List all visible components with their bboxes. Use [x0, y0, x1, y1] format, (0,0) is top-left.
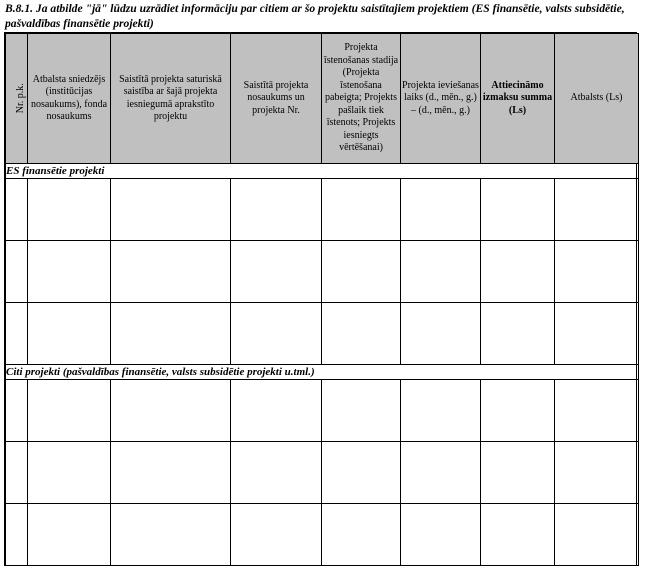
- col-header-eligible-costs: Attiecināmo izmaksu summa (Ls): [481, 34, 555, 164]
- table-cell[interactable]: [322, 504, 401, 566]
- table-cell[interactable]: [231, 380, 322, 442]
- col-header-support-provider: Atbalsta sniedzējs (institūcijas nosaukums), fonda nosaukums: [28, 34, 111, 164]
- table-cell[interactable]: [111, 442, 231, 504]
- table-cell[interactable]: [555, 303, 639, 365]
- col-header-support: Atbalsts (Ls): [555, 34, 639, 164]
- section-heading: B.8.1. Ja atbilde "jā" lūdzu uzrādiet informāciju par citiem ar šo projektu saistītajiem projektiem (ES finansētie, valsts subsidētie, pašvaldības finansētie projekti): [5, 2, 625, 30]
- table-cell[interactable]: [28, 442, 111, 504]
- table-cell[interactable]: [322, 380, 401, 442]
- table-row[interactable]: [6, 241, 639, 303]
- section-row-other-projects: [6, 365, 639, 380]
- table-cell[interactable]: [231, 504, 322, 566]
- table-cell[interactable]: [6, 303, 28, 365]
- table-cell[interactable]: [401, 303, 481, 365]
- table-cell[interactable]: [322, 303, 401, 365]
- table-cell[interactable]: [401, 241, 481, 303]
- header-row: [6, 34, 639, 164]
- table-cell[interactable]: [555, 179, 639, 241]
- table-cell[interactable]: [401, 380, 481, 442]
- table-cell[interactable]: [555, 442, 639, 504]
- table-cell[interactable]: [111, 303, 231, 365]
- table-cell[interactable]: [111, 504, 231, 566]
- table-cell[interactable]: [28, 380, 111, 442]
- section-row-eu-funded: [6, 164, 639, 179]
- table-cell[interactable]: [231, 241, 322, 303]
- table-cell[interactable]: [481, 179, 555, 241]
- table-cell[interactable]: [481, 241, 555, 303]
- related-projects-form: [4, 32, 637, 566]
- table-row[interactable]: [6, 380, 639, 442]
- table-cell[interactable]: [111, 179, 231, 241]
- table-cell[interactable]: [28, 504, 111, 566]
- table-cell[interactable]: [481, 303, 555, 365]
- col-header-content-link: Saistītā projekta saturiskā saistība ar šajā projekta iesniegumā aprakstīto projektu: [111, 34, 231, 164]
- related-projects-table: [5, 33, 639, 566]
- col-header-project-name: Saistītā projekta nosaukums un projekta Nr.: [231, 34, 322, 164]
- table-cell[interactable]: [28, 303, 111, 365]
- section-title: ES finansētie projekti: [6, 164, 639, 179]
- table-cell[interactable]: [322, 179, 401, 241]
- table-cell[interactable]: [6, 241, 28, 303]
- table-cell[interactable]: [6, 179, 28, 241]
- table-cell[interactable]: [322, 442, 401, 504]
- col-header-period: Projekta ieviešanas laiks (d., mēn., g.) – (d., mēn., g.): [401, 34, 481, 164]
- table-cell[interactable]: [231, 442, 322, 504]
- table-cell[interactable]: [28, 179, 111, 241]
- table-cell[interactable]: [401, 179, 481, 241]
- table-cell[interactable]: [231, 179, 322, 241]
- table-cell[interactable]: [231, 303, 322, 365]
- table-cell[interactable]: [6, 504, 28, 566]
- table-cell[interactable]: [555, 380, 639, 442]
- table-cell[interactable]: [111, 380, 231, 442]
- table-cell[interactable]: [111, 241, 231, 303]
- col-header-stage: Projekta īstenošanas stadija (Projekta īstenošana pabeigta; Projekts pašlaik tiek īstenots; Projekts iesniegts vērtēšanai): [322, 34, 401, 164]
- table-cell[interactable]: [6, 442, 28, 504]
- table-cell[interactable]: [28, 241, 111, 303]
- table-cell[interactable]: [401, 442, 481, 504]
- table-row[interactable]: [6, 179, 639, 241]
- section-title: Citi projekti (pašvaldības finansētie, valsts subsidētie projekti u.tml.): [6, 365, 639, 380]
- table-cell[interactable]: [555, 504, 639, 566]
- table-row[interactable]: [6, 303, 639, 365]
- table-cell[interactable]: [481, 380, 555, 442]
- table-cell[interactable]: [481, 504, 555, 566]
- col-header-nr: Nr. p.k.: [6, 34, 28, 164]
- table-cell[interactable]: [322, 241, 401, 303]
- table-cell[interactable]: [401, 504, 481, 566]
- table-row[interactable]: [6, 442, 639, 504]
- table-cell[interactable]: [555, 241, 639, 303]
- table-row[interactable]: [6, 504, 639, 566]
- table-cell[interactable]: [6, 380, 28, 442]
- table-cell[interactable]: [481, 442, 555, 504]
